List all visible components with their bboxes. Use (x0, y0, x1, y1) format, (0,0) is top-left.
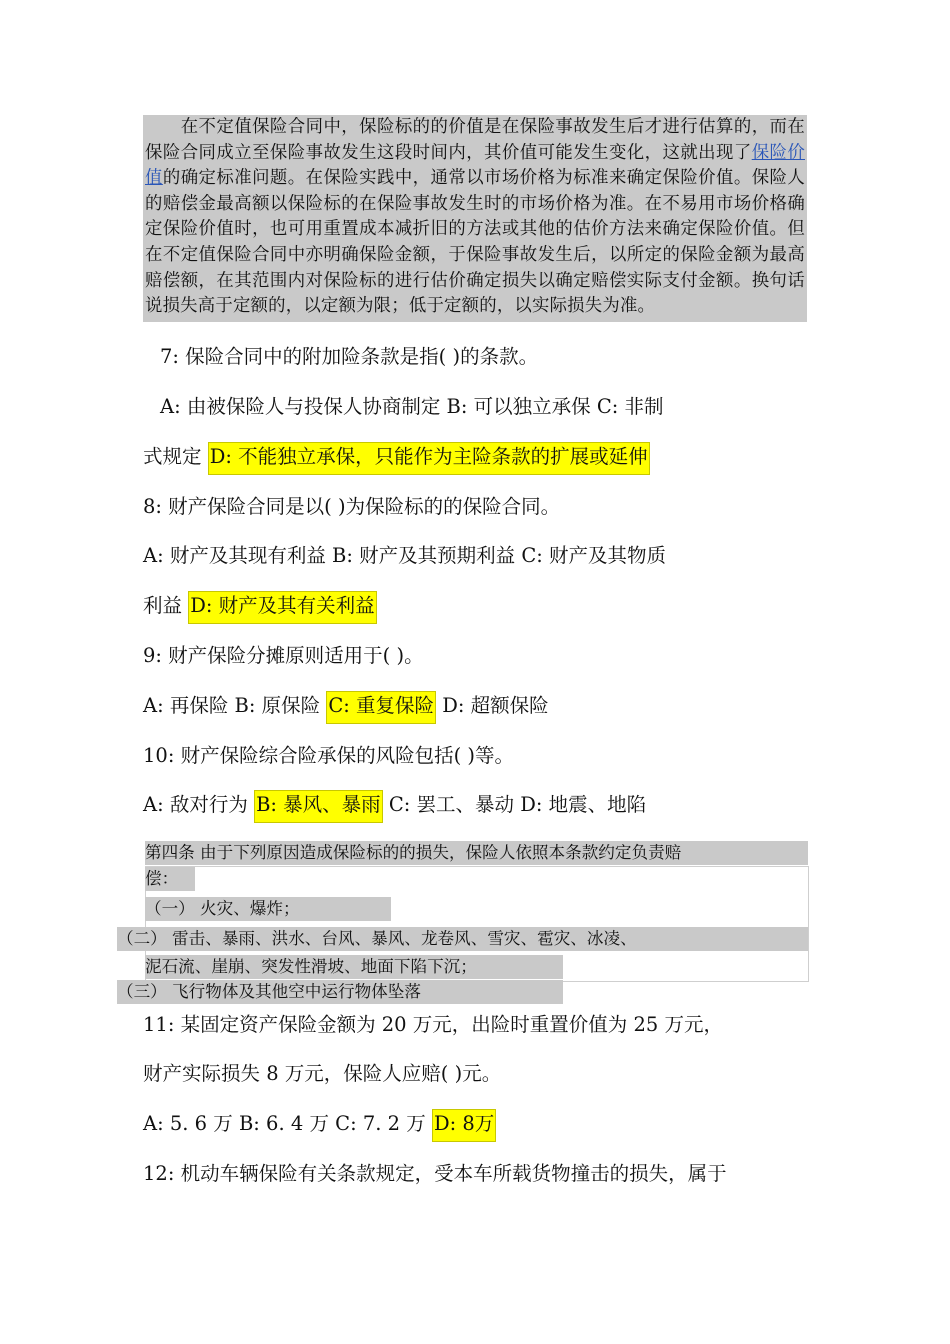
intro-paragraph (143, 115, 807, 322)
q8-option-c-tail: 利益 (143, 594, 189, 617)
clause-line1: 第四条 由于下列原因造成保险标的的损失，保险人依照本条款约定负责赔 (145, 841, 808, 865)
q8-stem: 8: 财产保险合同是以( )为保险标的的保险合同。 (143, 495, 561, 518)
q9-options-post: D: 超额保险 (436, 694, 549, 717)
q12-stem-line1: 12: 机动车辆保险有关条款规定，受本车所载货物撞击的损失，属于 (143, 1162, 727, 1185)
q7-stem: 7: 保险合同中的附加险条款是指( )的条款。 (160, 345, 539, 368)
q9-answer-highlight: C: 重复保险 (326, 691, 436, 724)
q10-stem: 10: 财产保险综合险承保的风险包括( )等。 (143, 744, 514, 767)
q10-answer-highlight: B: 暴风、暴雨 (254, 790, 383, 823)
q11-options (143, 1110, 496, 1138)
clause-item1: （一） 火灾、爆炸； (145, 897, 391, 921)
q10-options-post: C: 罢工、暴动 D: 地震、地陷 (382, 793, 647, 816)
clause-line2: 偿： (145, 867, 195, 891)
q11-answer-highlight: D: 8万 (432, 1109, 496, 1142)
q7-options-line2 (143, 443, 650, 471)
q10-options (143, 791, 646, 819)
q7-options-line1: A: 由被保险人与投保人协商制定 B: 可以独立承保 C: 非制 (160, 395, 664, 418)
q8-options-line2 (143, 592, 377, 620)
q11-stem-line1: 11: 某固定资产保险金额为 20 万元，出险时重置价值为 25 万元， (143, 1013, 724, 1036)
q8-answer-highlight: D: 财产及其有关利益 (188, 591, 376, 624)
q11-options-pre: A: 5. 6 万 B: 6. 4 万 C: 7. 2 万 (143, 1112, 432, 1135)
q9-options-pre: A: 再保险 B: 原保险 (143, 694, 327, 717)
insurance-value-link[interactable]: 保险价值 (145, 142, 805, 189)
q7-option-c-tail: 式规定 (143, 445, 208, 468)
q7-answer-highlight: D: 不能独立承保，只能作为主险条款的扩展或延伸 (208, 442, 650, 475)
clause-item2-line1: （二） 雷击、暴雨、洪水、台风、暴风、龙卷风、雪灾、雹灾、冰凌、 (117, 927, 808, 951)
q8-options-line1: A: 财产及其现有利益 B: 财产及其预期利益 C: 财产及其物质 (143, 544, 667, 567)
q9-options (143, 692, 549, 720)
q9-stem: 9: 财产保险分摊原则适用于( )。 (143, 644, 424, 667)
q10-options-pre: A: 敌对行为 (143, 793, 255, 816)
q11-stem-line2: 财产实际损失 8 万元，保险人应赔( )元。 (143, 1062, 502, 1085)
clause-item3: （三） 飞行物体及其他空中运行物体坠落 (117, 980, 563, 1004)
intro-text-part2: 的确定标准问题。在保险实践中，通常以市场价格为标准来确定保险价值。保险人的赔偿金最高额以保险标的在保险事故发生时的市场价格为准。在不易用市场价格确定保险价值时，也可用重置成本减折旧的方法或其他的估价方法来确定保险价值。但在不定值保险合同中亦明确保险金额，于保险事故发生后，以所定的保险金额为最高赔偿额，在其范围内对保险标的进行估价确定损失以确定赔偿实际支付金额。换句话说损失高于定额的，以定额为限；低于定额的，以实际损失为准。 (145, 168, 805, 317)
intro-text-part1: 在不定值保险合同中，保险标的的价值是在保险事故发生后才进行估算的，而在保险合同成立至保险事故发生这段时间内，其价值可能发生变化，这就出现了 (145, 117, 805, 163)
clause-item2-line2: 泥石流、崖崩、突发性滑坡、地面下陷下沉； (145, 955, 563, 979)
